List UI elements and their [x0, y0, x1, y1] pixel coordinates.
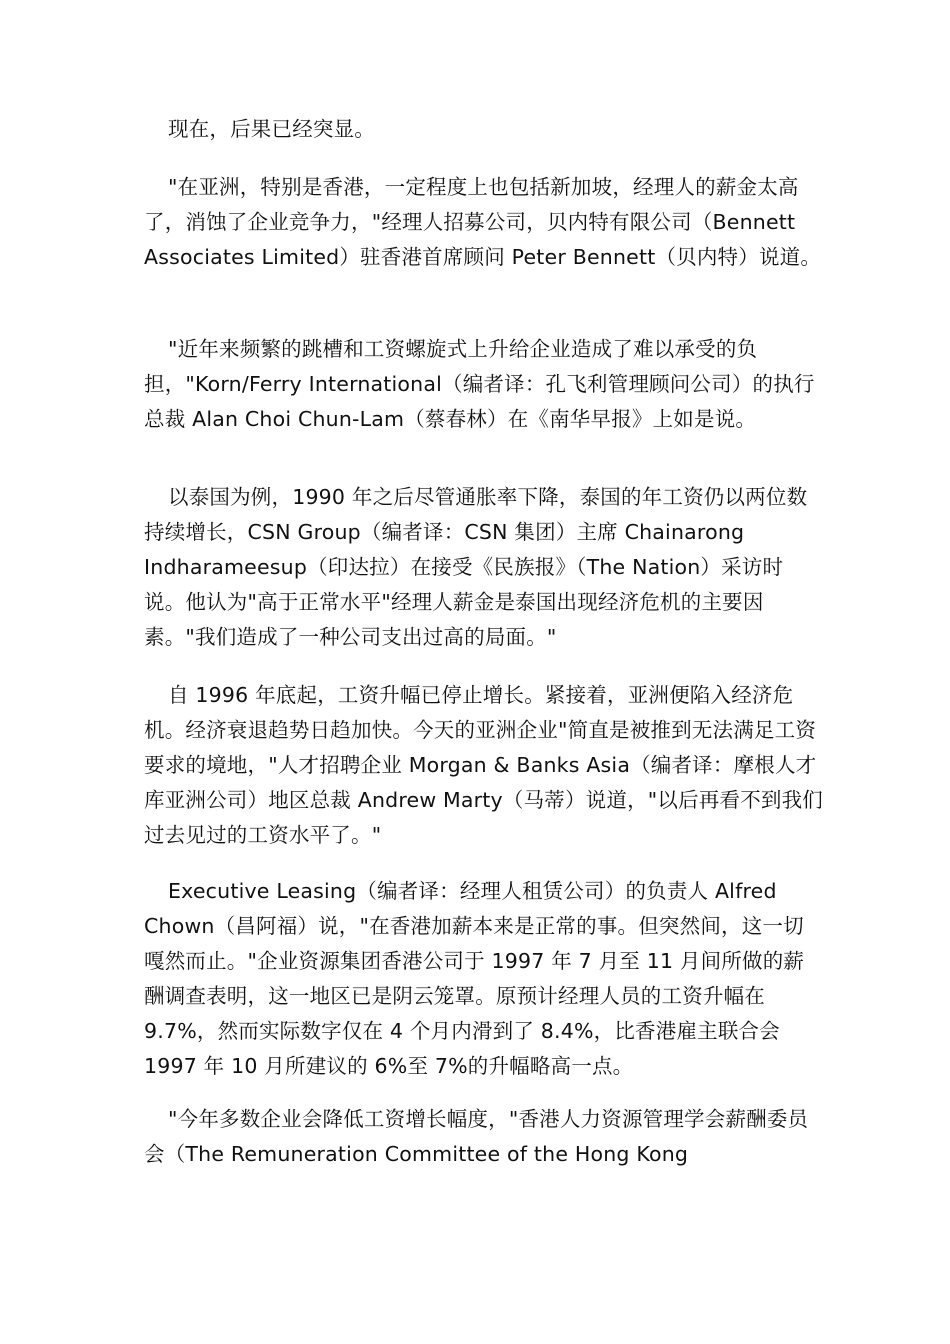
paragraph-remuneration-committee: "今年多数企业会降低工资增长幅度，"香港人力资源管理学会薪酬委员会（The Remuneration Committee of the Hong Kong — [144, 1107, 809, 1166]
paragraph-korn-ferry-quote: "近年来频繁的跳槽和工资螺旋式上升给企业造成了难以承受的负担，"Korn/Ferry International（编者译：孔飞利管理顾问公司）的执行总裁 Alan Choi Chun-Lam（蔡春林）在《南华早报》上如是说。 — [144, 337, 815, 431]
paragraph-consequences: 现在，后果已经突显。 — [168, 117, 375, 141]
paragraph-executive-leasing: Executive Leasing（编者译：经理人租赁公司）的负责人 Alfred Chown（昌阿福）说，"在香港加薪本来是正常的事。但突然间，这一切嘎然而止。"企业资源集团香港公司于 1997 年 7 月至 11 月间所做的薪酬调查表明，这一地区已是阴云笼罩。原预计经理人员的工资升幅在 9.7%，然而实际数字仅在 4 个月内滑到了 8.4%，比香港雇主联合会 1997 年 10 月所建议的 6%至 7%的升幅略高一点。 — [144, 879, 805, 1078]
paragraph-1996-wages: 自 1996 年底起，工资升幅已停止增长。紧接着，亚洲便陷入经济危机。经济衰退趋势日趋加快。今天的亚洲企业"简直是被推到无法满足工资要求的境地，"人才招聘企业 Morgan & Banks Asia（编者译：摩根人才库亚洲公司）地区总裁 Andrew Marty（马蒂）说道，"以后再看不到我们过去见过的工资水平了。" — [144, 683, 823, 847]
paragraph-thailand-example: 以泰国为例，1990 年之后尽管通胀率下降，泰国的年工资仍以两位数持续增长，CSN Group（编者译：CSN 集团）主席 Chainarong Indharameesup（印达拉）在接受《民族报》（The Nation）采访时说。他认为"高于正常水平"经理人薪金是泰国出现经济危机的主要因素。"我们造成了一种公司支出过高的局面。" — [144, 485, 808, 649]
paragraph-bennett-quote: "在亚洲，特别是香港，一定程度上也包括新加坡，经理人的薪金太高了，消蚀了企业竞争力，"经理人招募公司，贝内特有限公司（Bennett Associates Limited）驻香港首席顾问 Peter Bennett（贝内特）说道。 — [144, 175, 822, 269]
